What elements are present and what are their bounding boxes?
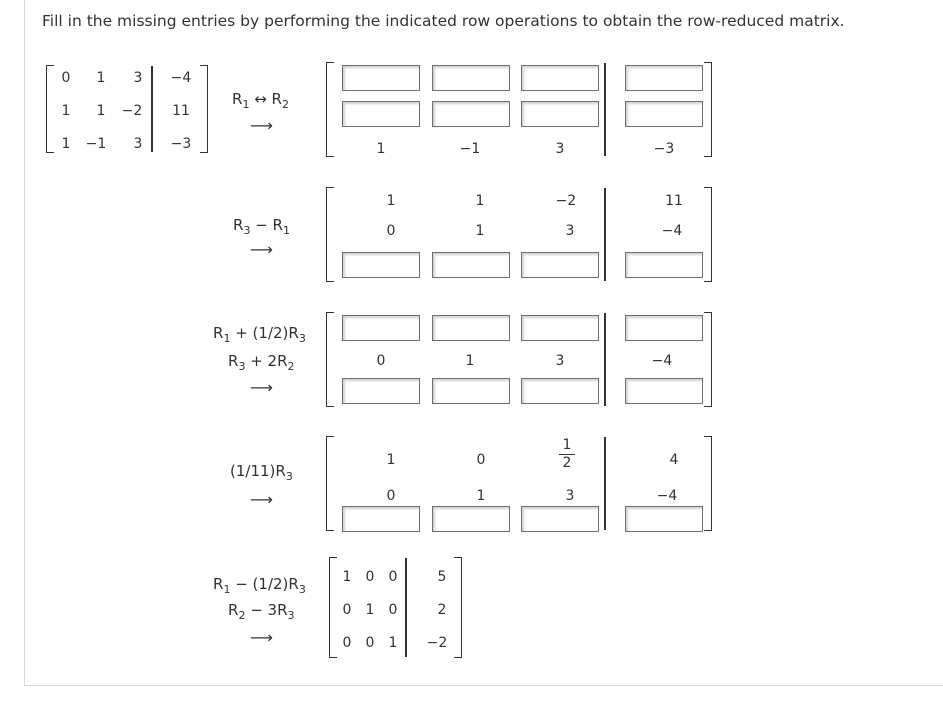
matrix-cell: −2 xyxy=(555,193,577,209)
answer-input[interactable] xyxy=(342,506,420,532)
matrix-cell: 0 xyxy=(386,223,396,239)
right-arrow-icon: ⟶ xyxy=(250,240,273,259)
matrix-cell: 1 xyxy=(61,136,71,152)
matrix-cell: 11 xyxy=(665,193,683,209)
matrix-cell: 3 xyxy=(555,353,565,369)
matrix-cell: 0 xyxy=(342,635,352,651)
answer-input[interactable] xyxy=(625,315,703,341)
matrix-cell: −2 xyxy=(121,103,143,119)
matrix-cell: −1 xyxy=(85,136,107,152)
right-arrow-icon: ⟶ xyxy=(250,116,273,135)
right-arrow-icon: ⟶ xyxy=(250,490,273,509)
matrix-cell: −3 xyxy=(170,136,192,152)
answer-input[interactable] xyxy=(625,65,703,91)
answer-input[interactable] xyxy=(625,506,703,532)
matrix-cell: 0 xyxy=(476,452,486,468)
matrix-cell: 0 xyxy=(388,602,398,618)
left-bracket xyxy=(326,62,334,157)
augment-divider xyxy=(604,63,606,156)
matrix-cell: 1 xyxy=(388,635,398,651)
matrix-cell: 1 xyxy=(61,103,71,119)
operation-label: $R_3 - R_1$ xyxy=(233,216,290,237)
right-bracket xyxy=(704,62,712,157)
instructions-text: Fill in the missing entries by performing the indicated row operations to obtain the row-reduced matrix. xyxy=(42,12,845,30)
answer-input[interactable] xyxy=(521,378,599,404)
matrix-cell: 1 xyxy=(386,193,396,209)
answer-input[interactable] xyxy=(521,315,599,341)
matrix-cell: −4 xyxy=(656,488,678,504)
answer-input[interactable] xyxy=(432,252,510,278)
fraction-denominator: 2 xyxy=(562,455,572,471)
matrix-cell: −1 xyxy=(459,141,481,157)
matrix-cell: 0 xyxy=(61,70,71,86)
answer-input[interactable] xyxy=(521,252,599,278)
matrix-cell: 1 xyxy=(376,141,386,157)
matrix-cell: 1 xyxy=(365,602,375,618)
answer-input[interactable] xyxy=(432,65,510,91)
matrix-cell: 1 xyxy=(342,569,352,585)
answer-input[interactable] xyxy=(521,506,599,532)
matrix-cell: −4 xyxy=(661,223,683,239)
right-arrow-icon: ⟶ xyxy=(250,378,273,397)
matrix-cell: −2 xyxy=(426,635,448,651)
matrix-cell: 1 xyxy=(386,452,396,468)
matrix-cell: 0 xyxy=(388,569,398,585)
matrix-cell: 1 xyxy=(475,193,485,209)
right-arrow-icon: ⟶ xyxy=(250,628,273,647)
operation-label: $R_1 + (1/2)R_3$ xyxy=(213,324,306,345)
answer-input[interactable] xyxy=(342,65,420,91)
matrix-cell: 3 xyxy=(565,488,575,504)
fraction-cell xyxy=(557,438,577,471)
right-bracket xyxy=(704,312,712,407)
matrix-cell: 0 xyxy=(386,488,396,504)
matrix-cell: 0 xyxy=(376,353,386,369)
answer-input[interactable] xyxy=(342,101,420,127)
answer-input[interactable] xyxy=(432,378,510,404)
left-bracket xyxy=(326,312,334,407)
answer-input[interactable] xyxy=(342,315,420,341)
matrix-cell: −4 xyxy=(651,353,673,369)
matrix-cell: 1 xyxy=(465,353,475,369)
answer-input[interactable] xyxy=(625,252,703,278)
matrix-cell: 1 xyxy=(475,223,485,239)
fraction-numerator: 1 xyxy=(562,437,572,453)
right-bracket xyxy=(704,436,712,531)
operation-label: $R_1$ ↔ $R_2$ xyxy=(232,90,289,111)
matrix-cell: 3 xyxy=(133,70,143,86)
right-bracket xyxy=(704,187,712,282)
matrix-cell: 1 xyxy=(96,103,106,119)
operation-label: $R_3 + 2R_2$ xyxy=(228,352,295,373)
matrix-cell: 0 xyxy=(365,635,375,651)
matrix-cell: 3 xyxy=(133,136,143,152)
matrix-cell: 5 xyxy=(437,569,447,585)
matrix-cell: 11 xyxy=(172,103,190,119)
right-bracket xyxy=(200,65,208,153)
matrix-cell: −3 xyxy=(653,141,675,157)
operation-label: $R_1 - (1/2)R_3$ xyxy=(213,575,306,596)
augment-divider xyxy=(604,313,606,406)
augment-divider xyxy=(604,188,606,281)
matrix-cell: 0 xyxy=(342,602,352,618)
answer-input[interactable] xyxy=(432,315,510,341)
answer-input[interactable] xyxy=(342,378,420,404)
matrix-cell: 3 xyxy=(555,141,565,157)
answer-input[interactable] xyxy=(521,65,599,91)
matrix-cell: 0 xyxy=(365,569,375,585)
answer-input[interactable] xyxy=(342,252,420,278)
answer-input[interactable] xyxy=(432,101,510,127)
answer-input[interactable] xyxy=(625,101,703,127)
answer-input[interactable] xyxy=(521,101,599,127)
left-bracket xyxy=(326,436,334,531)
matrix-cell: 3 xyxy=(565,223,575,239)
matrix-cell: 2 xyxy=(437,602,447,618)
left-bracket xyxy=(326,187,334,282)
matrix-cell: 4 xyxy=(669,452,679,468)
operation-label: $(1/11)R_3$ xyxy=(230,462,293,483)
answer-input[interactable] xyxy=(625,378,703,404)
answer-input[interactable] xyxy=(432,506,510,532)
augment-divider xyxy=(604,437,606,530)
matrix-cell: 1 xyxy=(476,488,486,504)
matrix-cell: 1 xyxy=(96,70,106,86)
operation-label: $R_2 - 3R_3$ xyxy=(228,601,295,622)
matrix-cell: −4 xyxy=(170,70,192,86)
